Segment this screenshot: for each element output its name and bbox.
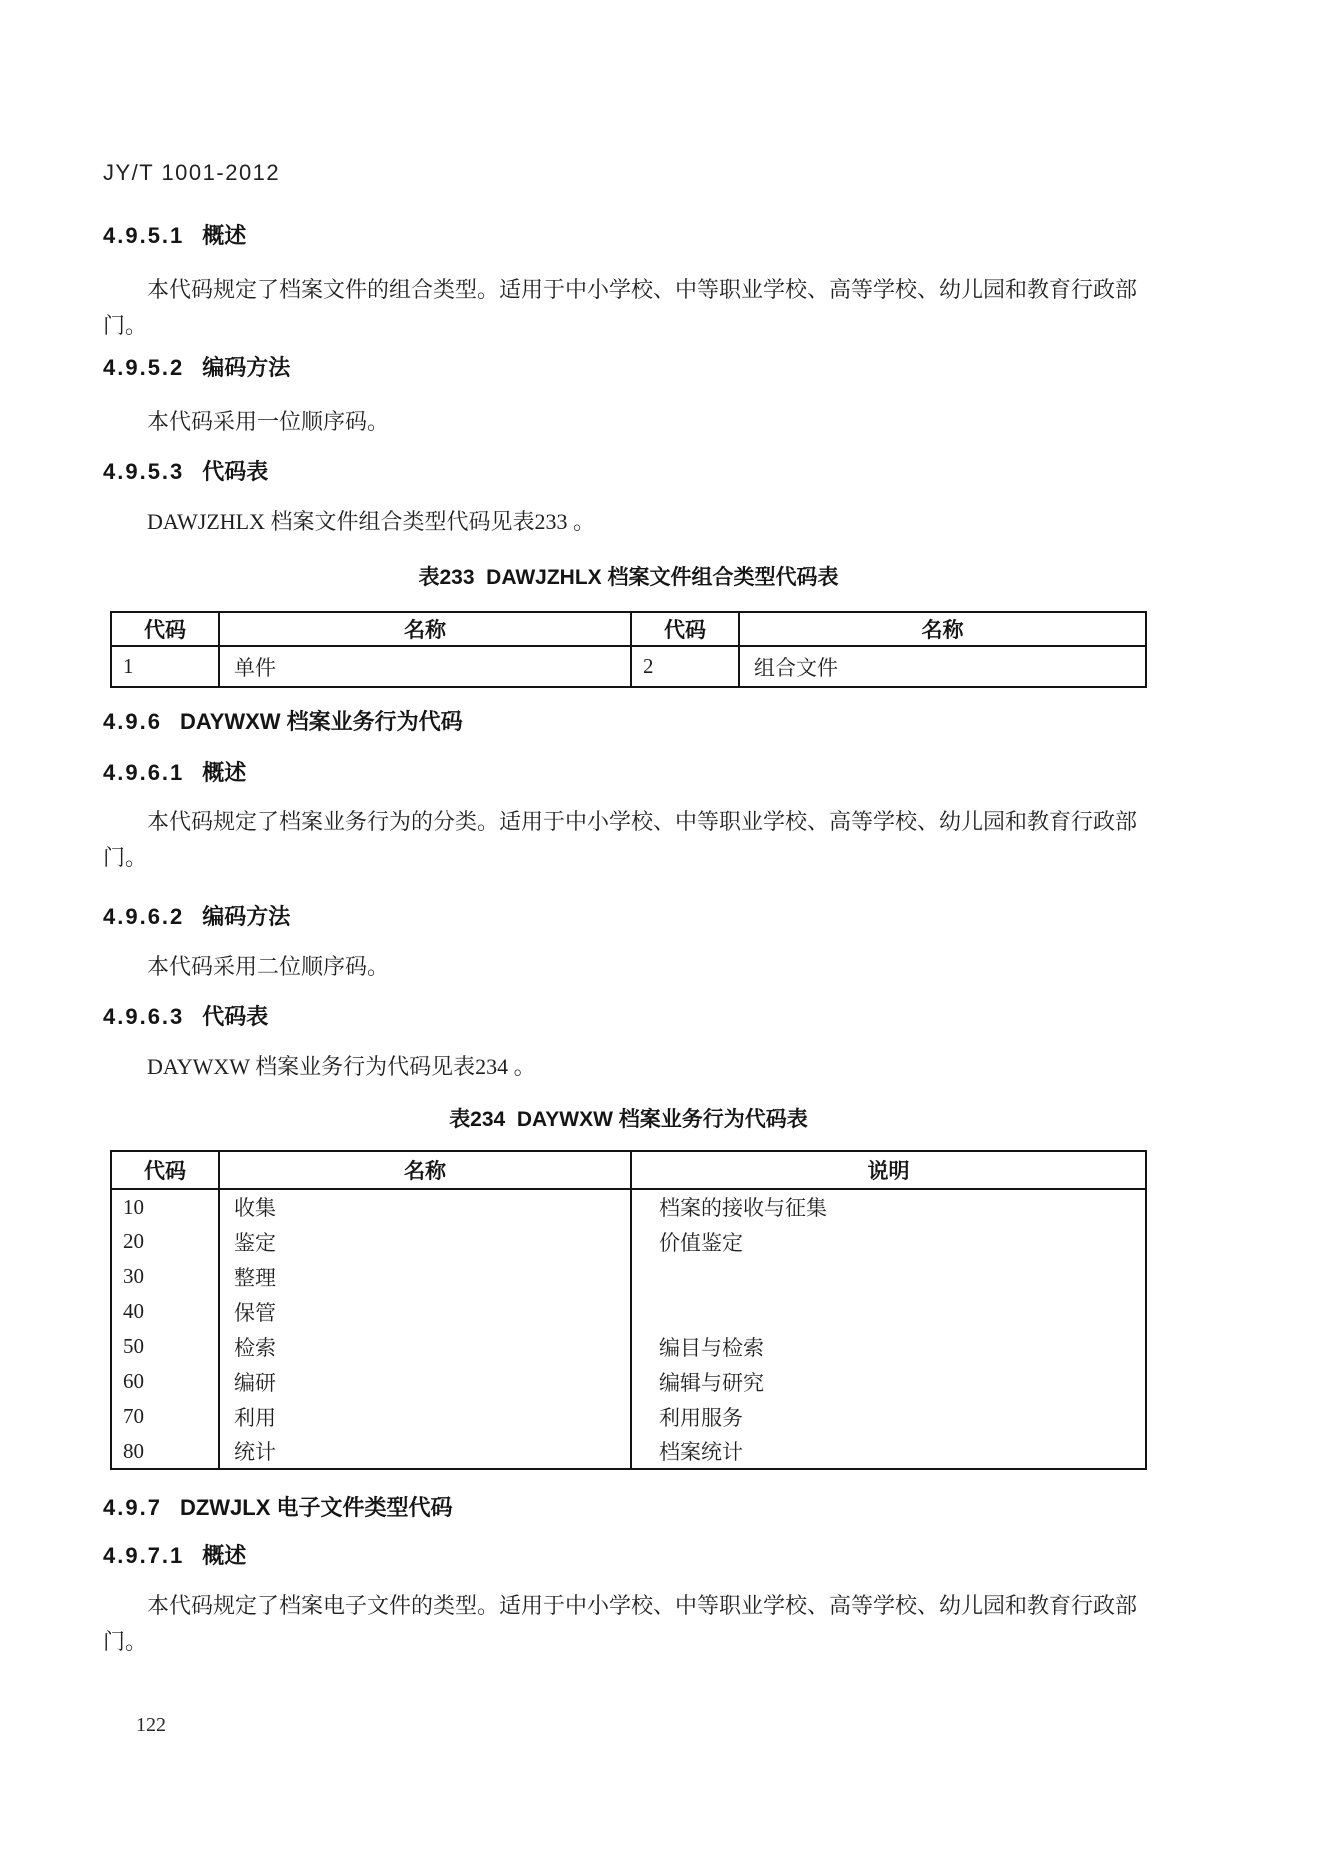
cell-name: 鉴定 <box>219 1224 631 1259</box>
cell-name: 利用 <box>219 1399 631 1434</box>
column-header-code: 代码 <box>111 612 219 646</box>
cell-description: 编辑与研究 <box>631 1364 1146 1399</box>
table-233-header-row <box>111 612 1146 646</box>
cell-code: 20 <box>111 1224 219 1259</box>
section-title: 编码方法 <box>202 904 291 929</box>
table-row <box>111 1399 1146 1434</box>
cell-name: 整理 <box>219 1259 631 1294</box>
cell-code: 2 <box>631 646 739 687</box>
table-row <box>111 1189 1146 1224</box>
cell-description <box>631 1259 1146 1294</box>
paragraph-scope-4-9-7: 本代码规定了档案电子文件的类型。适用于中小学校、中等职业学校、高等学校、幼儿园和教育行政部门。 <box>103 1593 1138 1654</box>
cell-code: 30 <box>111 1259 219 1294</box>
section-title: 编码方法 <box>202 355 291 380</box>
section-title: 代码表 <box>202 1004 269 1029</box>
section-heading-4-9-6-1 <box>103 759 246 787</box>
section-title: DZWJLX 电子文件类型代码 <box>179 1495 453 1520</box>
cell-code: 10 <box>111 1189 219 1224</box>
cell-description: 价值鉴定 <box>631 1224 1146 1259</box>
cell-code: 40 <box>111 1294 219 1329</box>
section-heading-4-9-7-1 <box>103 1542 246 1570</box>
section-number: 4.9.5.3 <box>103 459 185 484</box>
section-number: 4.9.7.1 <box>103 1543 185 1568</box>
paragraph-see-table-234: DAYWXW 档案业务行为代码见表234 。 <box>147 1054 536 1079</box>
table-234-header-row <box>111 1151 1146 1189</box>
cell-name: 统计 <box>219 1434 631 1469</box>
cell-code: 60 <box>111 1364 219 1399</box>
section-heading-4-9-5-1 <box>103 222 246 250</box>
section-number: 4.9.5.2 <box>103 355 185 380</box>
cell-code: 50 <box>111 1329 219 1364</box>
paragraph-scope-4-9-5: 本代码规定了档案文件的组合类型。适用于中小学校、中等职业学校、高等学校、幼儿园和教育行政部门。 <box>103 277 1138 338</box>
section-heading-4-9-5-2 <box>103 354 290 382</box>
cell-code: 70 <box>111 1399 219 1434</box>
section-title: 概述 <box>202 1543 247 1568</box>
column-header-code: 代码 <box>111 1151 219 1189</box>
table-234-caption: 表234 DAYWXW 档案业务行为代码表 <box>449 1108 808 1131</box>
table-234 <box>110 1150 1147 1470</box>
table-233 <box>110 611 1147 688</box>
paragraph-coding-method-4-9-6: 本代码采用二位顺序码。 <box>147 954 390 979</box>
section-number: 4.9.7 <box>103 1495 162 1520</box>
table-row <box>111 1224 1146 1259</box>
section-number: 4.9.6.3 <box>103 1004 185 1029</box>
section-heading-4-9-6-3 <box>103 1003 268 1031</box>
section-heading-4-9-6-2 <box>103 903 290 931</box>
cell-name: 单件 <box>219 646 631 687</box>
cell-name: 检索 <box>219 1329 631 1364</box>
section-heading-4-9-5-3 <box>103 458 268 486</box>
cell-name: 收集 <box>219 1189 631 1224</box>
paragraph-scope-4-9-6: 本代码规定了档案业务行为的分类。适用于中小学校、中等职业学校、高等学校、幼儿园和教育行政部门。 <box>103 809 1138 870</box>
section-number: 4.9.5.1 <box>103 223 185 248</box>
section-title: 概述 <box>202 223 247 248</box>
cell-description: 编目与检索 <box>631 1329 1146 1364</box>
table-row <box>111 1434 1146 1469</box>
column-header-name: 名称 <box>739 612 1146 646</box>
paragraph-coding-method-4-9-5: 本代码采用一位顺序码。 <box>147 409 390 434</box>
cell-code: 1 <box>111 646 219 687</box>
section-number: 4.9.6.2 <box>103 904 185 929</box>
section-heading-4-9-7 <box>103 1494 453 1522</box>
cell-description <box>631 1294 1146 1329</box>
table-row <box>111 1294 1146 1329</box>
cell-code: 80 <box>111 1434 219 1469</box>
cell-description: 档案统计 <box>631 1434 1146 1469</box>
table-row <box>111 1364 1146 1399</box>
column-header-description: 说明 <box>631 1151 1146 1189</box>
section-title: 概述 <box>202 760 247 785</box>
cell-name: 保管 <box>219 1294 631 1329</box>
table-row <box>111 1329 1146 1364</box>
section-number: 4.9.6 <box>103 709 162 734</box>
cell-description: 利用服务 <box>631 1399 1146 1434</box>
column-header-code: 代码 <box>631 612 739 646</box>
cell-description: 档案的接收与征集 <box>631 1189 1146 1224</box>
paragraph-see-table-233: DAWJZHLX 档案文件组合类型代码见表233 。 <box>147 509 595 534</box>
cell-name: 编研 <box>219 1364 631 1399</box>
standard-code: JY/T 1001-2012 <box>103 160 281 185</box>
column-header-name: 名称 <box>219 612 631 646</box>
column-header-name: 名称 <box>219 1151 631 1189</box>
section-title: DAYWXW 档案业务行为代码 <box>179 709 463 734</box>
table-233-caption: 表233 DAWJZHLX 档案文件组合类型代码表 <box>418 566 839 589</box>
section-title: 代码表 <box>202 459 269 484</box>
table-row <box>111 646 1146 687</box>
table-row <box>111 1259 1146 1294</box>
section-heading-4-9-6 <box>103 708 463 736</box>
cell-name: 组合文件 <box>739 646 1146 687</box>
page-number: 122 <box>136 1714 166 1736</box>
section-number: 4.9.6.1 <box>103 760 185 785</box>
